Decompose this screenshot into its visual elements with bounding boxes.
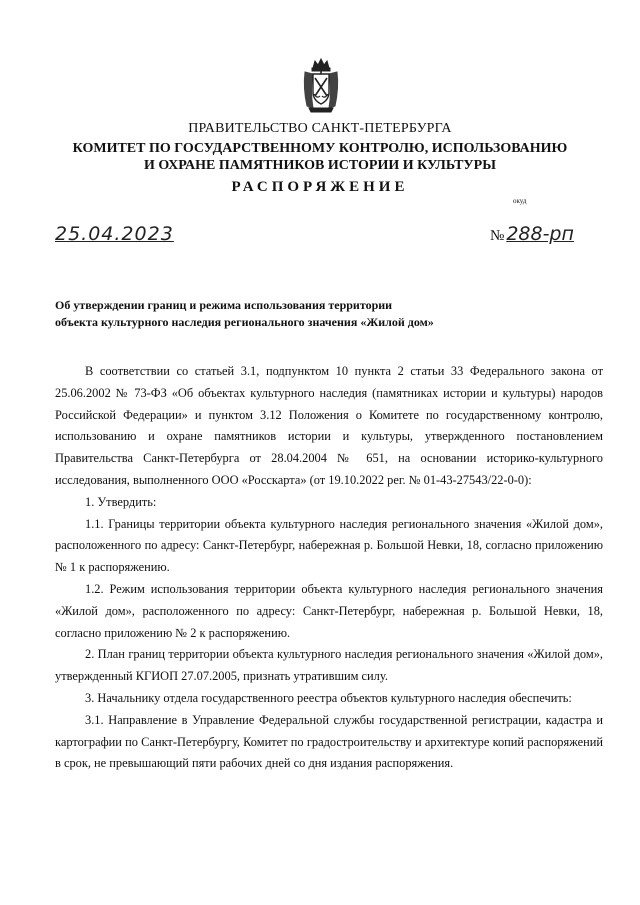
paragraph-item-3: 3. Начальнику отдела государственного реестра объектов культурного наследия обеспечить: [85,690,572,705]
st-petersburg-emblem-icon [301,58,341,114]
number-prefix: № [490,228,505,244]
document-number [490,223,574,245]
committee-name [0,140,640,174]
document-title [55,297,475,331]
paragraph-item-1: 1. Утвердить: [85,494,157,509]
paragraph-item-1-1: 1.1. Границы территории объекта культурного наследия регионального значения «Жилой дом», расположенного по адресу: Санкт-Петербург, набережная р. Большой Невки, 18, согласно приложению № 1 к распоряжению. [55,516,603,575]
document-date: 25.04.2023 [55,223,174,245]
document-type: РАСПОРЯЖЕНИЕ [231,179,409,195]
okud-label: окуд [513,197,527,205]
paragraph-item-1-2: 1.2. Режим использования территории объекта культурного наследия регионального значения «Жилой дом», расположенного по адресу: Санкт-Петербург, набережная р. Большой Невки, 18, согласно приложению № 2 к распоряжению. [55,581,603,640]
title-line-1: Об утверждении границ и режима использования территории [55,298,393,312]
paragraph-preamble: В соответствии со статьей 3.1, подпунктом 10 пункта 2 статьи 33 Федерального закона от 25.06.2002 № 73-ФЗ «Об объектах культурного наследия (памятниках истории и культуры) народов Российской Федерации» и пунктом 3.12 Положения о Комитете по государственному контролю, использованию и охране памятников истории и культуры, утвержденного постановлением Правительства Санкт-Петербурга от 28.04.2004 № 651, на основании историко-культурного исследования, выполненного ООО «Росскарта» (от 19.10.2022 рег. № 01-43-27543/22-0-0): [55,364,603,487]
committee-name-line-1: КОМИТЕТ ПО ГОСУДАРСТВЕННОМУ КОНТРОЛЮ, ИСПОЛЬЗОВАНИЮ [72,141,568,156]
committee-name-line-2: И ОХРАНЕ ПАМЯТНИКОВ ИСТОРИИ И КУЛЬТУРЫ [144,158,496,173]
number-value: 288-рп [506,223,574,245]
government-name: ПРАВИТЕЛЬСТВО САНКТ-ПЕТЕРБУРГА [188,121,452,136]
paragraph-item-3-1: 3.1. Направление в Управление Федеральной службы государственной регистрации, кадастра и картографии по Санкт-Петербургу, Комитет по градостроительству и архитектуре копий распоряжений в срок, не превышающий пяти рабочих дней со дня издания распоряжения. [55,712,603,771]
document-body [55,361,603,775]
title-line-2: объекта культурного наследия регионального значения «Жилой дом» [55,315,434,329]
paragraph-item-2: 2. План границ территории объекта культурного наследия регионального значения «Жилой дом», утвержденный КГИОП 27.07.2005, признать утратившим силу. [55,647,603,684]
